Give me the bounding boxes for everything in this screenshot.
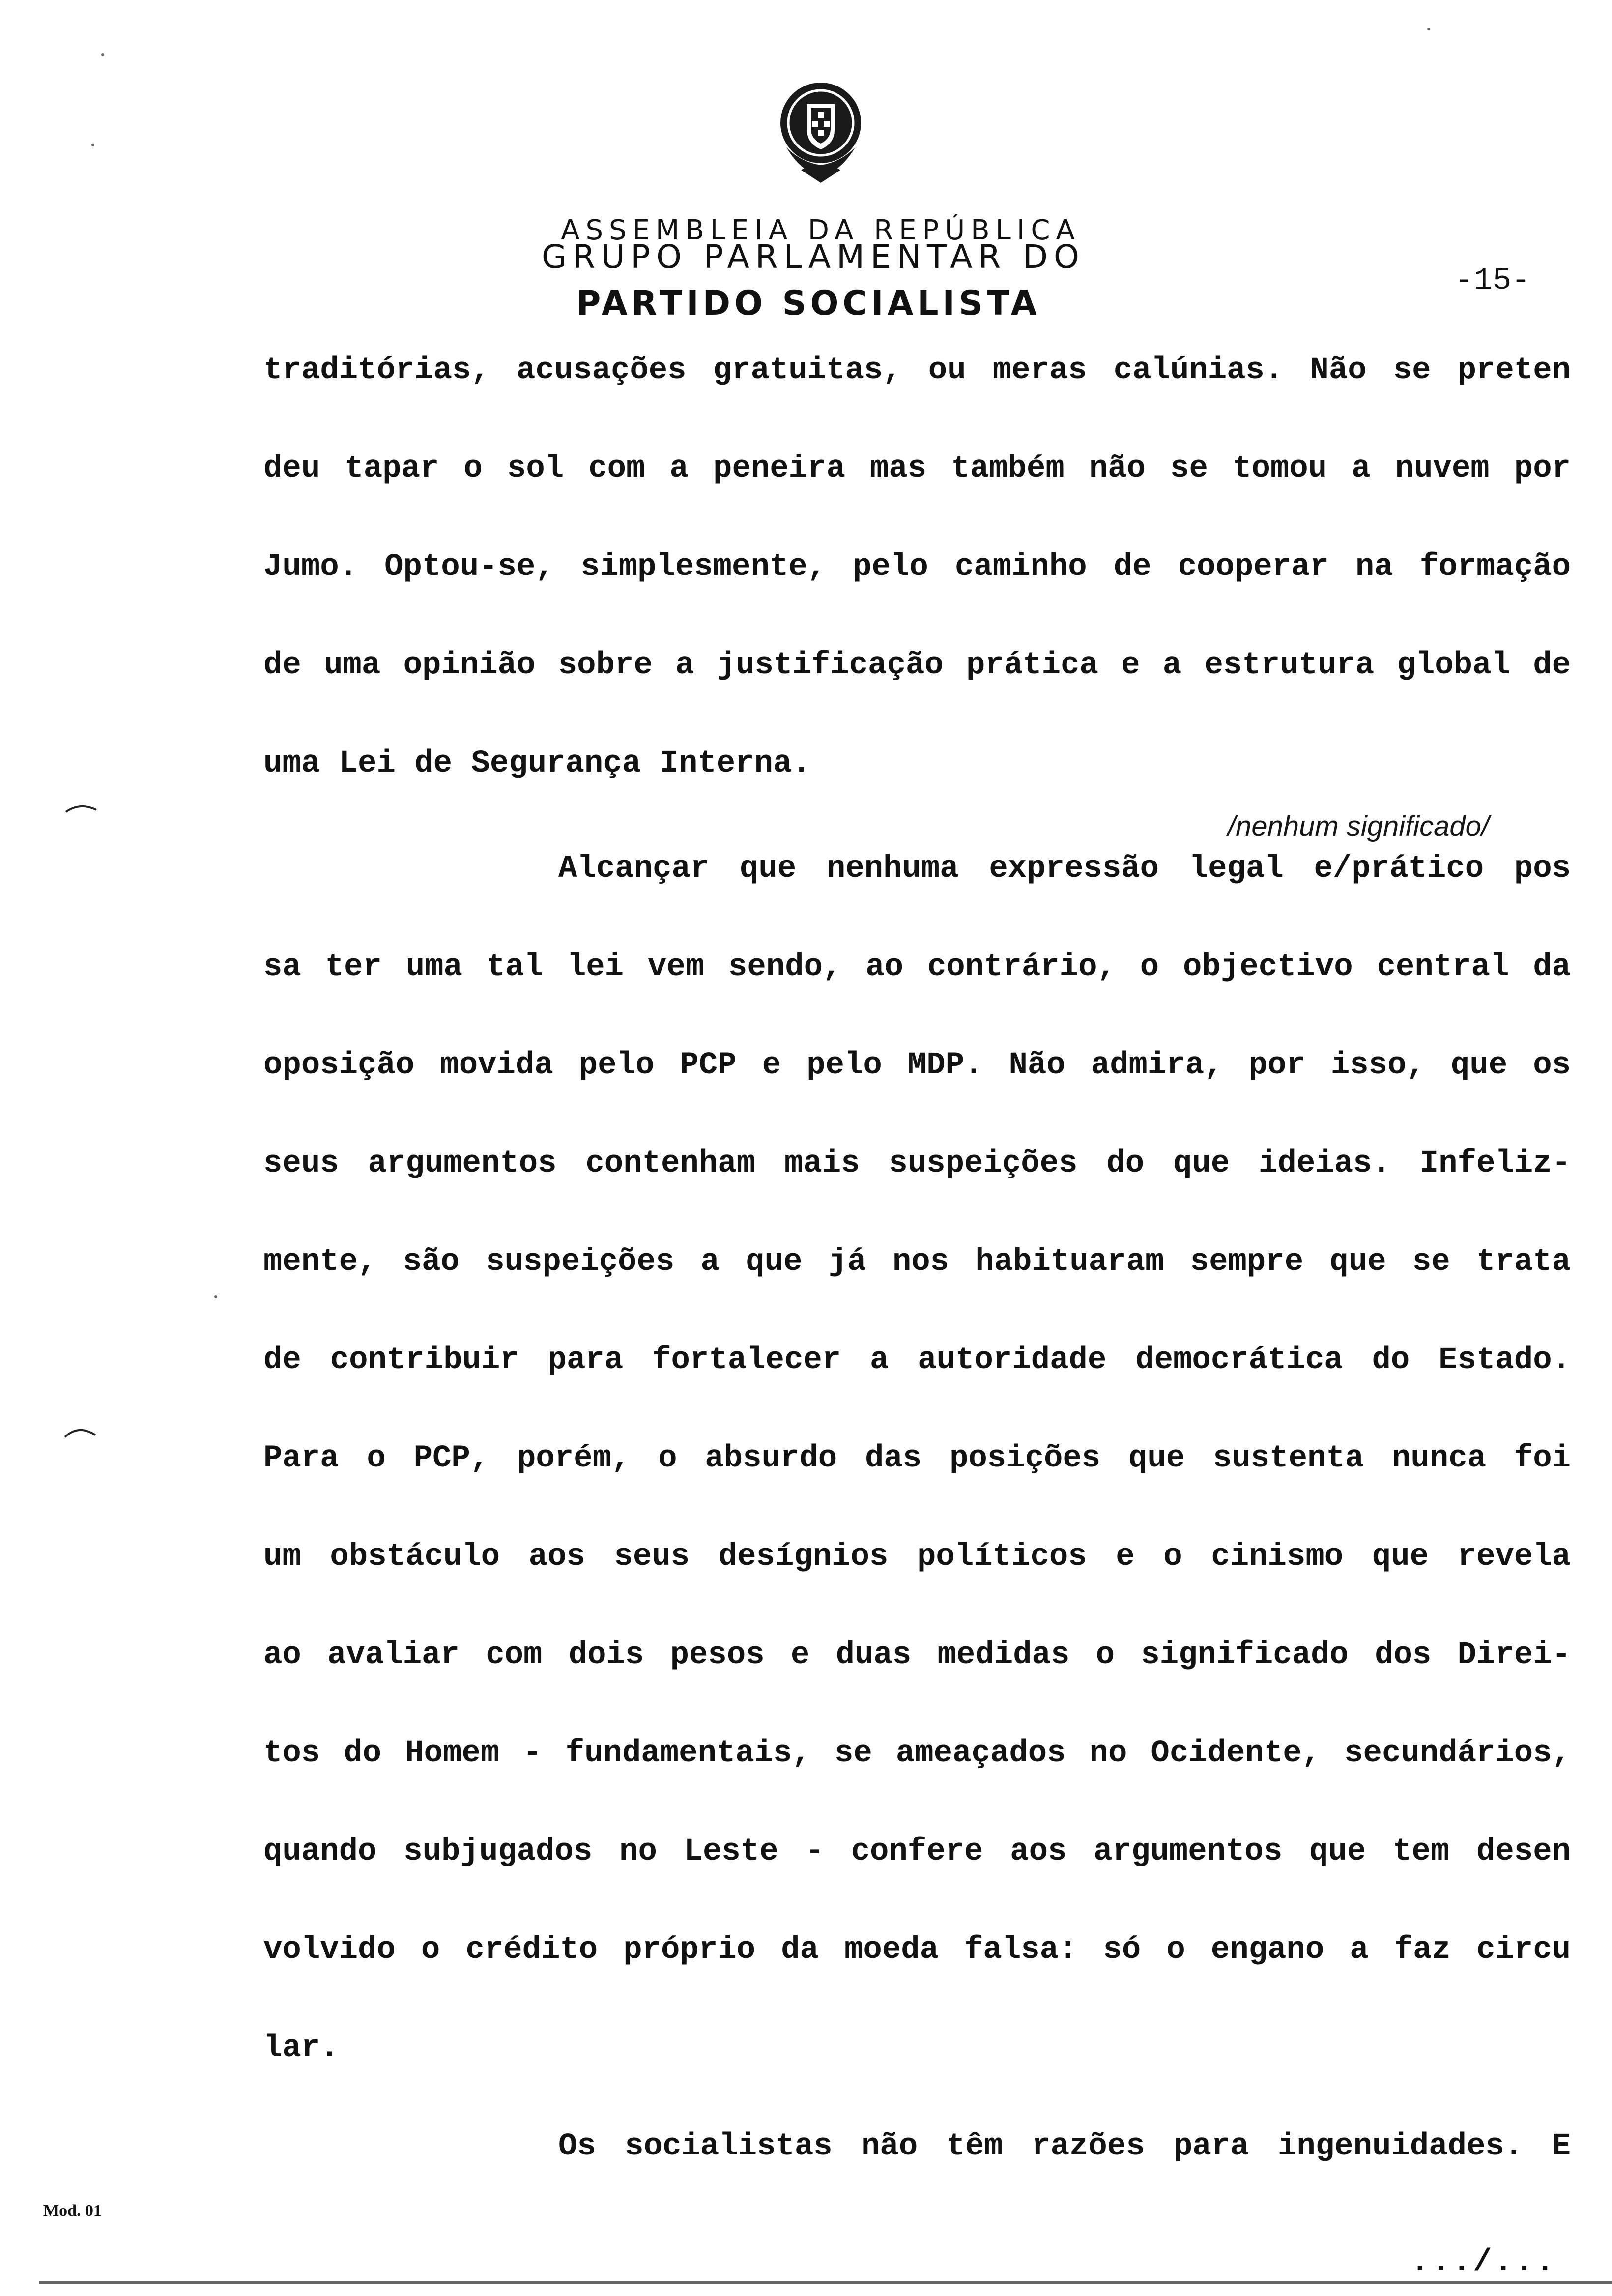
text-line: seus argumentos contenham mais suspeições do que ideias. Infeliz- <box>263 1148 1571 1179</box>
scan-speck <box>1427 28 1430 30</box>
letterhead-group: GRUPO PARLAMENTAR DO <box>541 238 1086 276</box>
text-line: Alcançar que nenhuma expressão legal e/prático pos <box>558 853 1571 885</box>
coat-of-arms-icon <box>767 74 875 187</box>
text-line: Os socialistas não têm razões para ingenuidades. E <box>558 2131 1571 2162</box>
text-line: traditórias, acusações gratuitas, ou meras calúnias. Não se preten <box>263 355 1571 386</box>
text-line: Jumo. Optou-se, simplesmente, pelo caminho de cooperar na formação <box>263 551 1571 583</box>
text-line: Para o PCP, porém, o absurdo das posições que sustenta nunca foi <box>263 1443 1571 1474</box>
handwritten-note: /nenhum significado/ <box>1228 810 1489 842</box>
text-line: volvido o crédito próprio da moeda falsa: só o engano a faz circu <box>263 1934 1571 1966</box>
text-line: de uma opinião sobre a justificação prática e a estrutura global de <box>263 650 1571 681</box>
bottom-rule <box>39 2281 1612 2284</box>
text-line: quando subjugados no Leste - confere aos argumentos que tem desen <box>263 1836 1571 1867</box>
text-line: sa ter uma tal lei vem sendo, ao contrário, o objectivo central da <box>263 951 1571 983</box>
text-line: oposição movida pelo PCP e pelo MDP. Não admira, por isso, que os <box>263 1050 1571 1081</box>
text-line: um obstáculo aos seus desígnios políticos e o cinismo que revela <box>263 1541 1571 1573</box>
letterhead-assembly: ASSEMBLEIA DA REPÚBLICA <box>561 214 1081 246</box>
form-code: Mod. 01 <box>43 2202 102 2220</box>
text-line: lar. <box>263 2033 339 2064</box>
text-line: tos do Homem - fundamentais, se ameaçados no Ocidente, secundários, <box>263 1738 1571 1769</box>
scan-speck <box>214 1295 217 1298</box>
continued-marker: .../... <box>1410 2245 1556 2280</box>
margin-tick-mark <box>63 1423 97 1440</box>
text-line: deu tapar o sol com a peneira mas também não se tomou a nuvem por <box>263 453 1571 485</box>
page-number: -15- <box>1455 263 1530 299</box>
scan-speck <box>91 144 94 146</box>
text-line: ao avaliar com dois pesos e duas medidas o significado dos Direi- <box>263 1639 1571 1671</box>
text-line: mente, são suspeições a que já nos habituaram sempre que se trata <box>263 1246 1571 1278</box>
scan-speck <box>101 53 104 56</box>
letterhead-party: PARTIDO SOCIALISTA <box>576 284 1041 323</box>
margin-tick-mark <box>64 800 98 815</box>
text-line: uma Lei de Segurança Interna. <box>263 748 811 779</box>
text-line: de contribuir para fortalecer a autoridade democrática do Estado. <box>263 1345 1571 1376</box>
